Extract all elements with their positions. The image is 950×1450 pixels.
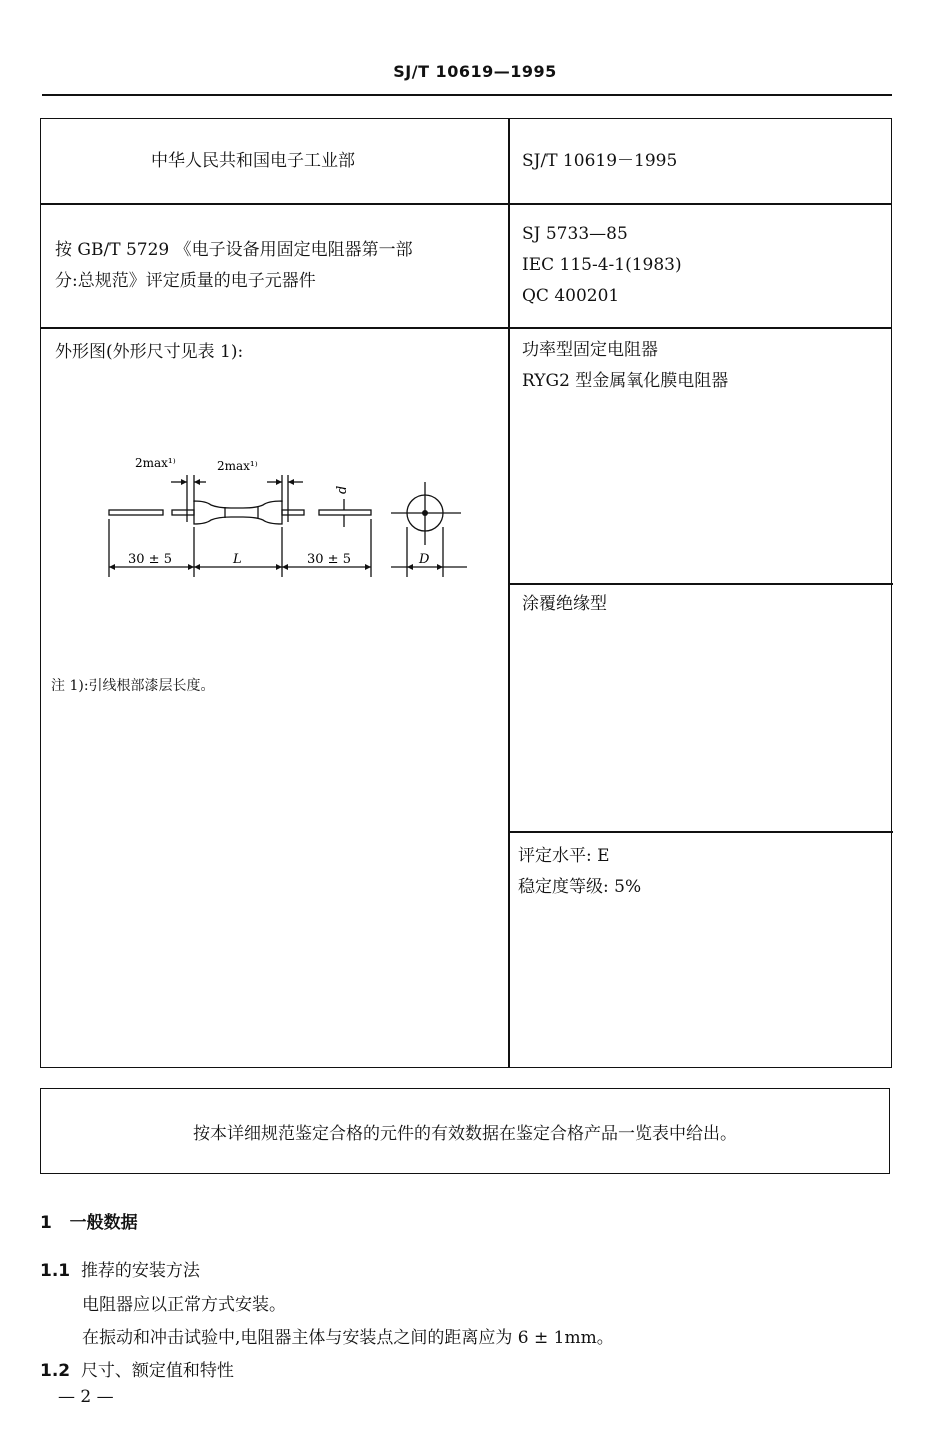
section-1-title: 一般数据 [69,1213,138,1233]
product-type-line2: RYG2 型金属氧化膜电阻器 [522,371,729,391]
assessment-level: 评定水平: E [518,846,610,866]
stability-class: 稳定度等级: 5% [518,877,642,897]
dim-d: d [335,485,350,494]
dim-body-length: L [233,552,242,567]
dim-left-lead: 30 ± 5 [128,552,172,567]
product-type-line1: 功率型固定电阻器 [522,340,658,360]
qualification-notice: 按本详细规范鉴定合格的元件的有效数据在鉴定合格产品一览表中给出。 [193,1124,737,1144]
right-lead [319,510,371,515]
left-lead-coated [172,510,194,515]
section-1-1-title: 推荐的安装方法 [80,1261,200,1281]
spec-table [40,118,892,1068]
standard-number: SJ/T 10619－1995 [522,151,678,171]
basis-line-1: 按 GB/T 5729 《电子设备用固定电阻器第一部 [55,240,413,260]
mounting-paragraph-2: 在振动和冲击试验中,电阻器主体与安装点之间的距离应为 6 ± 1mm。 [82,1328,614,1348]
coating-type: 涂覆绝缘型 [522,594,607,614]
page-number: — 2 — [58,1387,114,1407]
resistor-body [194,501,282,524]
section-1-1-number: 1.1 [40,1261,71,1281]
ref-sj: SJ 5733—85 [522,224,628,244]
mounting-paragraph-1: 电阻器应以正常方式安装。 [82,1295,286,1315]
basis-line-2: 分:总规范》评定质量的电子元器件 [55,271,316,291]
standard-code-header: SJ/T 10619—1995 [393,62,557,81]
dim-2max-right: 2max¹⁾ [217,459,258,473]
section-1-1-heading [40,1256,200,1281]
dim-right-lead: 30 ± 5 [307,552,351,567]
table-divider-vertical [508,119,510,1067]
section-1-heading [40,1208,138,1233]
header-rule [42,94,892,96]
dim-2max-left: 2max¹⁾ [135,456,176,470]
dim-diameter: D [419,552,430,567]
outline-title: 外形图(外形尺寸见表 1): [55,342,244,362]
ref-qc: QC 400201 [522,286,620,306]
left-lead [109,510,163,515]
section-1-number: 1 [40,1213,52,1233]
resistor-outline-drawing [41,327,508,627]
ref-iec: IEC 115-4-1(1983) [522,255,682,275]
outline-note: 注 1):引线根部漆层长度。 [51,678,215,694]
qualification-notice-box [40,1088,890,1174]
ministry-name: 中华人民共和国电子工业部 [151,151,355,171]
section-1-2-heading [40,1356,234,1381]
section-1-2-title: 尺寸、额定值和特性 [80,1361,234,1381]
row-divider-3 [508,583,893,585]
row-divider-1 [41,203,891,205]
section-1-2-number: 1.2 [40,1361,71,1381]
right-lead-coated [282,510,304,515]
row-divider-4 [508,831,893,833]
